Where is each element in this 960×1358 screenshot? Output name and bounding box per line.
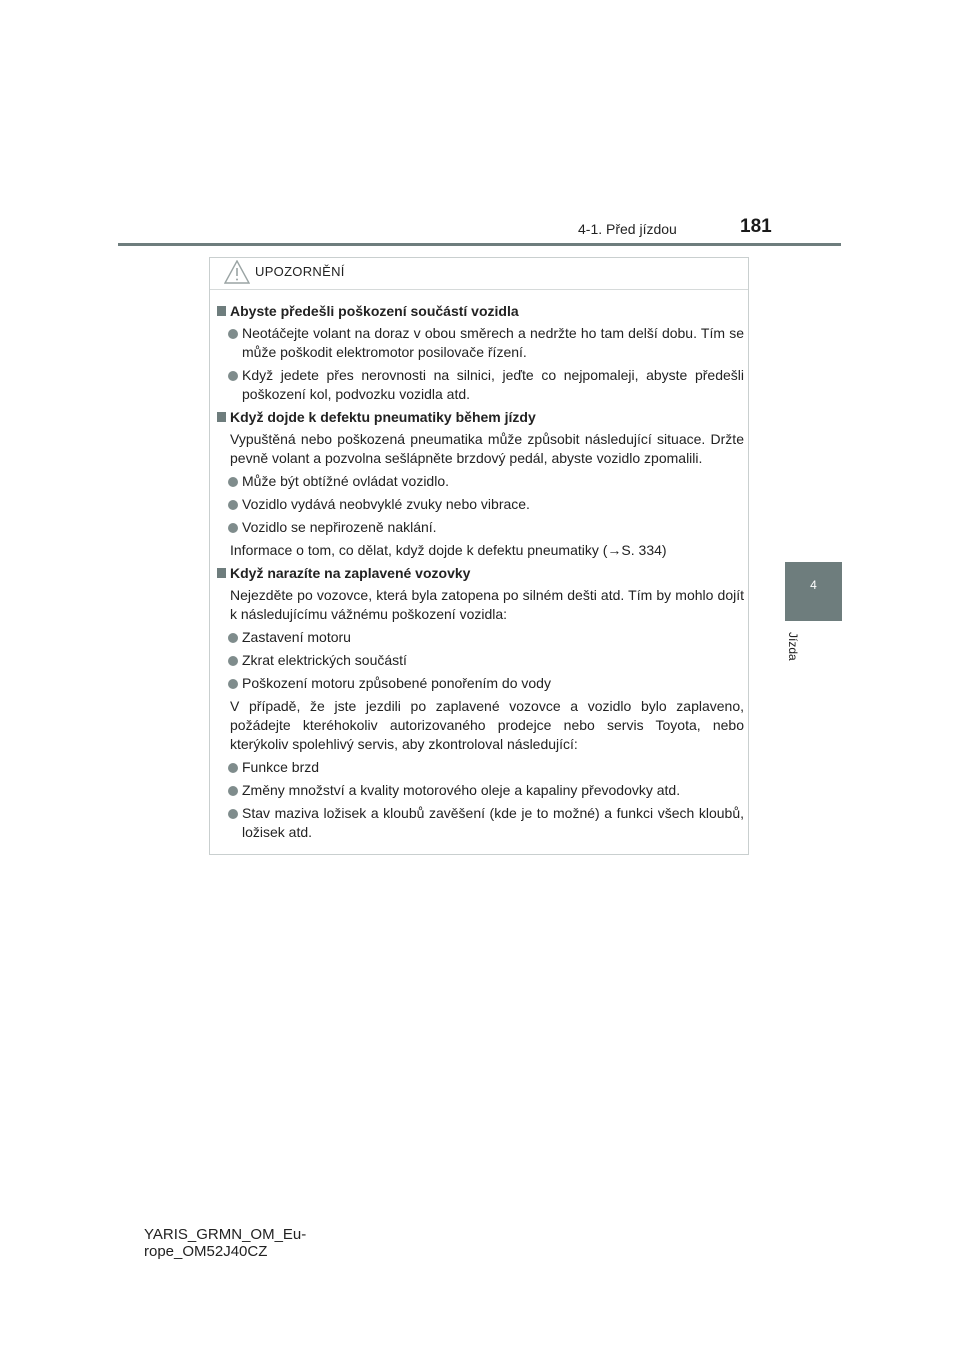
bullet-dot-icon bbox=[228, 500, 238, 510]
list-item: Zkrat elektrických součástí bbox=[216, 651, 744, 670]
bullet-dot-icon bbox=[228, 523, 238, 533]
bullet-dot-icon bbox=[228, 633, 238, 643]
warning-triangle-icon bbox=[224, 260, 250, 284]
list-item: Vozidlo se nepřirozeně naklání. bbox=[216, 518, 744, 537]
bullet-dot-icon bbox=[228, 477, 238, 487]
warning-content bbox=[216, 298, 744, 846]
section-title: 4-1. Před jízdou bbox=[578, 221, 677, 237]
paragraph: Vypuštěná nebo poškozená pneumatika může způsobit následující situace. Držte pevně volant a pozvolna sešlápněte brzdový pedál, abyste vozidlo zpomalili. bbox=[230, 431, 744, 466]
paragraph: V případě, že jste jezdili po zaplavené vozovce a vozidlo bylo zaplaveno, požádejte kteréhokoliv autorizovaného prodejce nebo servis Toyota, nebo kterýkoliv spolehlivý servis, aby zkontroloval následující: bbox=[230, 698, 744, 752]
list-item: Zastavení motoru bbox=[216, 628, 744, 647]
bullet-dot-icon bbox=[228, 809, 238, 819]
warning-box bbox=[209, 257, 749, 855]
section-heading: Když narazíte na zaplavené vozovky bbox=[216, 564, 744, 583]
page-reference[interactable]: Informace o tom, co dělat, když dojde k defektu pneumatiky (→S. 334) bbox=[230, 542, 667, 558]
list-item: Stav maziva ložisek a kloubů zavěšení (kde je to možné) a funkci všech kloubů, ložisek atd. bbox=[216, 804, 744, 842]
list-item: Funkce brzd bbox=[216, 758, 744, 777]
square-bullet-icon bbox=[217, 412, 226, 422]
chapter-label bbox=[784, 632, 804, 692]
document-code-line2: rope_OM52J40CZ bbox=[144, 1243, 268, 1260]
bullet-dot-icon bbox=[228, 656, 238, 666]
bullet-dot-icon bbox=[228, 371, 238, 381]
square-bullet-icon bbox=[217, 568, 226, 578]
chapter-tab[interactable]: 4 bbox=[785, 562, 842, 621]
document-code bbox=[144, 1226, 344, 1260]
list-item: Může být obtížné ovládat vozidlo. bbox=[216, 472, 744, 491]
document-code-line1: YARIS_GRMN_OM_Eu- bbox=[144, 1226, 307, 1243]
chapter-label-text: Jízda bbox=[786, 632, 800, 661]
list-item: Neotáčejte volant na doraz v obou směrech a nedržte ho tam delší dobu. Tím se může poškodit elektromotor posilovače řízení. bbox=[216, 324, 744, 362]
section-heading: Abyste předešli poškození součástí vozidla bbox=[216, 302, 744, 321]
bullet-dot-icon bbox=[228, 786, 238, 796]
page-number: 181 bbox=[740, 216, 772, 237]
warning-header bbox=[210, 258, 748, 290]
section-heading: Když dojde k defektu pneumatiky během jízdy bbox=[216, 408, 744, 427]
paragraph: Nejezděte po vozovce, která byla zatopena po silném dešti atd. Tím by mohlo dojít k následujícímu vážnému poškození vozidla: bbox=[230, 587, 744, 622]
list-item: Když jedete přes nerovnosti na silnici, jeďte co nejpomaleji, abyste předešli poškození kol, podvozku vozidla atd. bbox=[216, 366, 744, 404]
list-item: Změny množství a kvality motorového oleje a kapaliny převodovky atd. bbox=[216, 781, 744, 800]
bullet-dot-icon bbox=[228, 763, 238, 773]
list-item: Vozidlo vydává neobvyklé zvuky nebo vibrace. bbox=[216, 495, 744, 514]
square-bullet-icon bbox=[217, 306, 226, 316]
bullet-dot-icon bbox=[228, 329, 238, 339]
bullet-dot-icon bbox=[228, 679, 238, 689]
warning-title: UPOZORNĚNÍ bbox=[255, 264, 345, 279]
header-divider bbox=[118, 243, 841, 246]
list-item: Poškození motoru způsobené ponořením do vody bbox=[216, 674, 744, 693]
